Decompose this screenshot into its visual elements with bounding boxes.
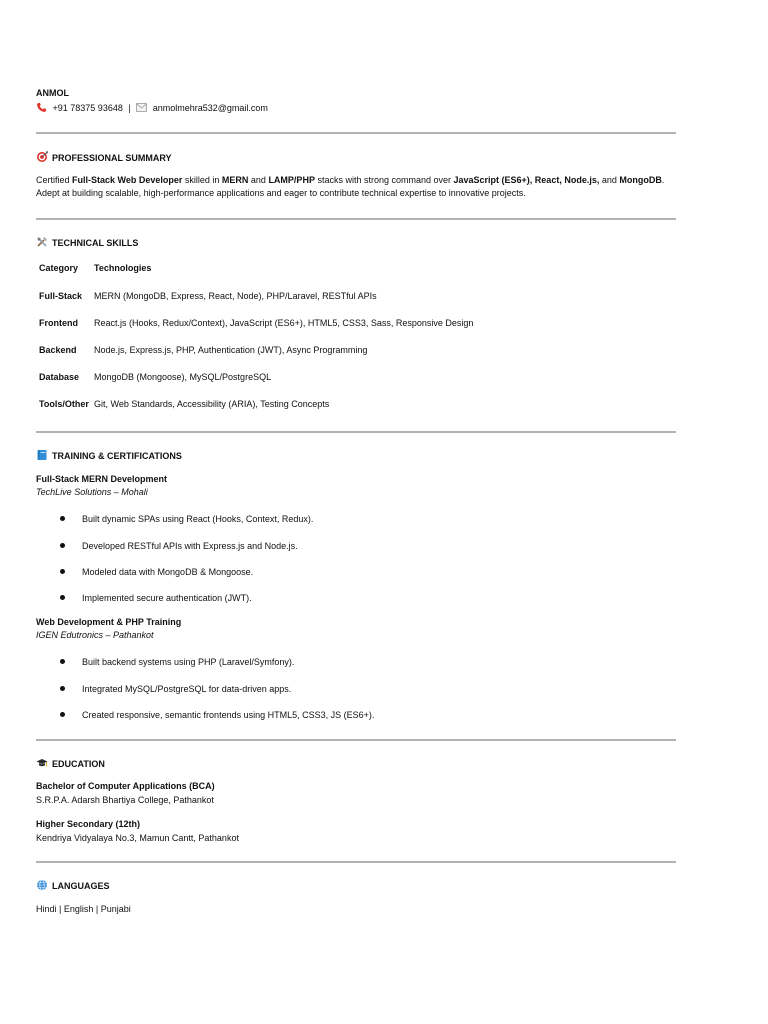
skill-technologies: Git, Web Standards, Accessibility (ARIA), Testing Concepts <box>94 399 330 409</box>
training-bullet: Built dynamic SPAs using React (Hooks, Context, Redux). <box>82 514 314 524</box>
skills-heading <box>36 236 138 250</box>
envelope-icon <box>136 103 147 112</box>
summary-segment: MERN <box>221 175 249 185</box>
contact-line <box>36 102 268 114</box>
skills-col-category: Category <box>39 263 79 273</box>
education-heading-label: EDUCATION <box>52 759 105 769</box>
training-bullet: Created responsive, semantic frontends using HTML5, CSS3, JS (ES6+). <box>82 710 375 720</box>
graduation-cap-icon <box>36 757 48 769</box>
training-bullet: Integrated MySQL/PostgreSQL for data-driven apps. <box>82 684 292 694</box>
education-degree: Higher Secondary (12th) <box>36 819 141 829</box>
summary-heading <box>36 151 172 165</box>
summary-segment: and <box>599 175 620 185</box>
skill-category: Database <box>39 372 80 382</box>
summary-line-1 <box>36 174 664 187</box>
summary-heading-label: PROFESSIONAL SUMMARY <box>52 153 172 163</box>
bullet-dot <box>60 569 65 574</box>
book-icon <box>36 449 48 461</box>
summary-segment: JavaScript (ES6+), React, Node.js, <box>453 175 600 185</box>
email-address[interactable]: anmolmehra532@gmail.com <box>152 103 268 113</box>
skill-category: Backend <box>39 345 77 355</box>
summary-line-2: Adept at building scalable, high-performance applications and eager to contribute technical expertise to innovative projects. <box>36 188 526 198</box>
languages-heading <box>36 879 110 893</box>
languages-heading-label: LANGUAGES <box>52 881 110 891</box>
skill-category: Frontend <box>39 318 78 328</box>
skill-category: Tools/Other <box>39 399 89 409</box>
section-divider <box>36 431 676 433</box>
bullet-dot <box>60 712 65 717</box>
training-bullet: Implemented secure authentication (JWT). <box>82 593 252 603</box>
training-org: IGEN Edutronics – Pathankot <box>36 630 154 640</box>
skill-category: Full-Stack <box>39 291 83 301</box>
summary-segment: . <box>661 175 665 185</box>
bullet-dot <box>60 686 65 691</box>
summary-segment: LAMP/PHP <box>268 175 315 185</box>
section-divider <box>36 132 676 134</box>
globe-icon <box>36 879 48 891</box>
section-divider <box>36 218 676 220</box>
education-school: S.R.P.A. Adarsh Bhartiya College, Pathankot <box>36 795 214 805</box>
skills-col-technologies: Technologies <box>94 263 152 273</box>
education-school: Kendriya Vidyalaya No.3, Mamun Cantt, Pathankot <box>36 833 239 843</box>
section-divider <box>36 861 676 863</box>
bullet-dot <box>60 543 65 548</box>
skill-technologies: MERN (MongoDB, Express, React, Node), PHP/Laravel, RESTful APIs <box>94 291 377 301</box>
training-title: Web Development & PHP Training <box>36 617 182 627</box>
skill-technologies: MongoDB (Mongoose), MySQL/PostgreSQL <box>94 372 272 382</box>
training-heading <box>36 449 182 463</box>
training-bullet: Developed RESTful APIs with Express.js and Node.js. <box>82 541 298 551</box>
summary-segment: Certified <box>36 175 73 185</box>
candidate-name: ANMOL <box>36 88 69 98</box>
summary-segment: and <box>248 175 269 185</box>
section-divider <box>36 739 676 741</box>
summary-segment: MongoDB <box>619 175 662 185</box>
languages-list: Hindi | English | Punjabi <box>36 904 131 914</box>
skills-heading-label: TECHNICAL SKILLS <box>52 238 139 248</box>
bullet-dot <box>60 659 65 664</box>
training-bullet: Built backend systems using PHP (Laravel/Symfony). <box>82 657 295 667</box>
education-heading <box>36 757 105 771</box>
training-org: TechLive Solutions – Mohali <box>36 487 148 497</box>
target-icon <box>36 151 48 163</box>
bullet-dot <box>60 516 65 521</box>
phone-number[interactable]: +91 78375 93648 <box>52 103 123 113</box>
skill-technologies: Node.js, Express.js, PHP, Authentication (JWT), Async Programming <box>94 345 368 355</box>
education-degree: Bachelor of Computer Applications (BCA) <box>36 781 215 791</box>
phone-icon <box>36 102 47 113</box>
bullet-dot <box>60 595 65 600</box>
contact-separator: | <box>128 103 131 113</box>
summary-segment: skilled in <box>182 175 222 185</box>
summary-segment: stacks with strong command over <box>314 175 454 185</box>
tools-icon <box>36 236 48 248</box>
training-heading-label: TRAINING & CERTIFICATIONS <box>52 451 182 461</box>
training-title: Full-Stack MERN Development <box>36 474 168 484</box>
training-bullet: Modeled data with MongoDB & Mongoose. <box>82 567 254 577</box>
summary-segment: Full-Stack Web Developer <box>72 175 183 185</box>
skill-technologies: React.js (Hooks, Redux/Context), JavaScript (ES6+), HTML5, CSS3, Sass, Responsive Design <box>94 318 474 328</box>
